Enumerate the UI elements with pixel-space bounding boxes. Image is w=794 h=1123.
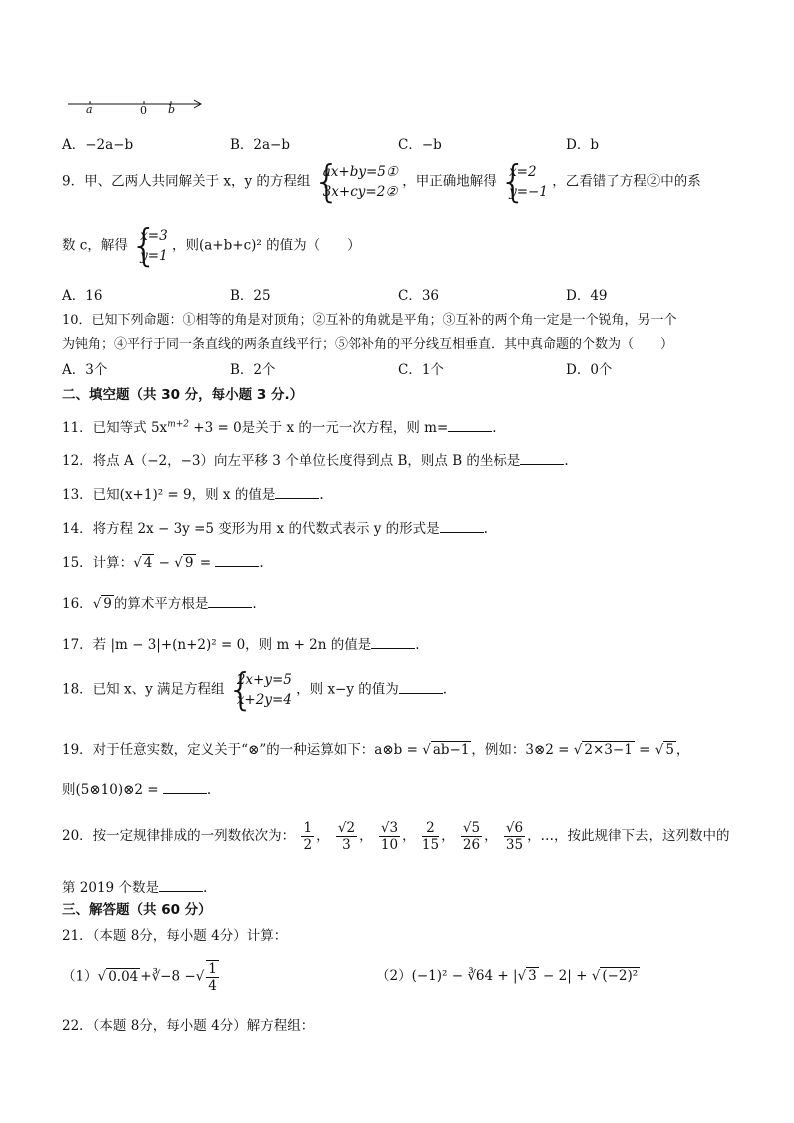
q9-line2 <box>62 226 361 266</box>
q19-radicand-1: ab−1 <box>432 742 470 758</box>
q19-text-2: ，例如：3⊗2 = <box>471 742 574 758</box>
q15-radicand-2: 9 <box>184 555 194 571</box>
q8-option-a[interactable]: A．−2a−b <box>62 137 134 153</box>
q18-text-2: ，则 x−y 的值为 <box>296 681 399 698</box>
q21-part1-fraction: $\frac{1}{4}$ <box>208 961 217 994</box>
q19-radicand-2: 2×3−1 <box>584 742 633 758</box>
q19-text: 19．对于任意实数，定义关于“⊗”的一种运算如下：a⊗b = <box>62 742 423 758</box>
q19-period: . <box>206 782 212 798</box>
q9-prefix: 9．甲、乙两人共同解关于 x，y 的方程组 <box>62 173 311 190</box>
q9-t1: { x=3 <box>140 228 168 244</box>
q21-part2-radicand: 3 <box>528 968 537 984</box>
q9-t2: y=1 <box>140 248 168 264</box>
q21-part2-text: (−1)² − ∛64 + | <box>411 968 518 984</box>
q20-line2 <box>62 876 207 896</box>
q8-option-b[interactable]: B．2a−b <box>230 137 291 153</box>
q18-period: . <box>442 681 448 698</box>
numberline-label-a: a <box>86 103 93 116</box>
q11-exponent: m+2 <box>167 419 189 430</box>
q9-eq1: { ax+by=5① <box>322 164 398 180</box>
q15-text: 15．计算： <box>62 555 134 571</box>
q16-answer-blank[interactable] <box>208 595 252 608</box>
q16: 16．√ 9 的算术平方根是 . <box>62 596 257 612</box>
q11-text-2: +3 = 0是关于 x 的一元一次方程，则 m= <box>189 420 449 436</box>
q22-heading: 22．（本题 8分，每小题 4分）解方程组： <box>62 1018 315 1034</box>
q9-eq2: 3x+cy=2② <box>322 184 398 200</box>
q9-option-b[interactable]: B．25 <box>230 288 271 304</box>
q18-system <box>229 670 292 710</box>
q9-line2-suffix: ，则(a+b+c)² 的值为（ ） <box>171 237 361 254</box>
q21-part1-mid: +∛−8 − <box>140 968 196 985</box>
q18-answer-blank[interactable] <box>399 681 443 694</box>
q10-line1: 10．已知下列命题：①相等的角是对顶角；②互补的角就是平角；③互补的两个角一定是一个锐角，另一个 <box>62 313 677 328</box>
q9-s1: { x=2 <box>509 164 537 180</box>
q18-text: 18．已知 x、y 满足方程组 <box>62 681 225 698</box>
q13-text: 13．已知(x+1)² = 9，则 x 的值是 <box>62 487 276 503</box>
q13-answer-blank[interactable] <box>275 486 319 499</box>
section-3-heading: 三、解答题（共 60 分） <box>62 902 212 918</box>
q11-answer-blank[interactable] <box>448 419 492 432</box>
q17-answer-blank[interactable] <box>371 636 415 649</box>
q9-solution-yi <box>132 226 168 266</box>
q12 <box>62 449 569 469</box>
q14-period: . <box>483 521 488 537</box>
q9-suffix: ，乙看错了方程②中的系 <box>552 173 701 190</box>
q18 <box>62 670 447 710</box>
q20-line2-text: 第 2019 个数是 <box>62 880 159 896</box>
q20-fraction-6: $\frac{√6}{35}$ <box>505 820 524 853</box>
q15-answer-blank[interactable] <box>215 554 259 567</box>
q12-period: . <box>564 453 569 469</box>
q19-equals: = <box>634 742 655 758</box>
q9-mid: ，甲正确地解得 <box>402 173 497 190</box>
q20-fraction-2: $\frac{√2}{3}$ <box>337 820 356 853</box>
q12-text: 12．将点 A（−2，−3）向左平移 3 个单位长度得到点 B，则点 B 的坐标是 <box>62 453 521 469</box>
q19-line2 <box>62 778 211 798</box>
q21-heading: 21．（本题 8分，每小题 4分）计算： <box>62 928 288 944</box>
q9-option-c[interactable]: C．36 <box>398 288 440 304</box>
q19-answer-blank[interactable] <box>163 781 207 794</box>
q11-period: . <box>492 420 497 436</box>
q13-period: . <box>319 487 324 503</box>
q10-option-d[interactable]: D．0个 <box>566 362 613 378</box>
q20-fraction-3: $\frac{√3}{10}$ <box>380 820 399 853</box>
q13 <box>62 483 324 503</box>
q15-minus: − <box>154 555 175 571</box>
q9-line2-prefix: 数 c，解得 <box>62 237 128 254</box>
q15-equals: = <box>195 555 216 571</box>
q21-part1: （1）√ 0.04 +∛−8 −√ $\frac{1}{4}$ <box>62 961 217 994</box>
numberline-label-b: b <box>168 103 176 116</box>
q15-radicand-1: 4 <box>143 555 153 571</box>
q11-text: 11．已知等式 5x <box>62 420 168 436</box>
q8-option-c[interactable]: C．−b <box>398 137 442 153</box>
q10-option-b[interactable]: B．2个 <box>230 362 276 378</box>
numberline-label-0: 0 <box>140 104 147 117</box>
q18-eq1: { 2x+y=5 <box>236 672 292 688</box>
q20-fraction-5: $\frac{√5}{26}$ <box>462 820 481 853</box>
q21-part2-text-2: − 2| + <box>538 968 592 984</box>
q19: 19．对于任意实数，定义关于“⊗”的一种运算如下：a⊗b = √ ab−1 ，例如：3⊗2 = √ 2×3−1 = √ 5 ， <box>62 742 690 758</box>
q9-option-a[interactable]: A．16 <box>62 288 103 304</box>
q20-fraction-4: $\frac{2}{15}$ <box>421 820 440 853</box>
q10-line2: 为钝角；④平行于同一条直线的两条直线平行；⑤邻补角的平分线互相垂直．其中真命题的个数为（ ） <box>62 337 674 352</box>
q17-text: 17．若 |m − 3|+(n+2)² = 0，则 m + 2n 的值是 <box>62 637 372 653</box>
q19-line2-text: 则(5⊗10)⊗2 = <box>62 782 163 798</box>
q16-text: 16． <box>62 596 93 612</box>
q15: 15．计算：√ 4 − √ 9 = . <box>62 555 264 571</box>
q9-option-d[interactable]: D．49 <box>566 288 608 304</box>
q20-text-2: ，…，按此规律下去，这列数中的 <box>527 828 730 844</box>
q15-period: . <box>259 555 264 571</box>
q14-text: 14．将方程 2x − 3y =5 变形为用 x 的代数式表示 y 的形式是 <box>62 521 440 537</box>
q16-period: . <box>252 596 257 612</box>
q14-answer-blank[interactable] <box>440 520 484 533</box>
q19-comma: ， <box>675 742 690 758</box>
q21-part1-label: （1） <box>62 968 98 985</box>
q17 <box>62 633 420 653</box>
q21-part2-label: （2） <box>376 968 412 984</box>
q19-radicand-3: 5 <box>665 742 674 758</box>
q20-period: . <box>202 880 208 896</box>
q10-option-a[interactable]: A．3个 <box>62 362 108 378</box>
q9-s2: y=−1 <box>509 184 548 200</box>
q18-eq2: x+2y=4 <box>236 692 292 708</box>
q21-part2-radicand-2: (−2)² <box>602 968 639 984</box>
q17-period: . <box>415 637 420 653</box>
q14 <box>62 517 488 537</box>
q16-text-2: 的算术平方根是 <box>113 596 209 612</box>
q10-option-c[interactable]: C．1个 <box>398 362 444 378</box>
q9-system <box>315 162 398 202</box>
q8-option-d[interactable]: D．b <box>566 137 599 153</box>
q21-part1-radicand: 0.04 <box>108 968 139 985</box>
q9-solution-jia <box>501 162 548 202</box>
q11 <box>62 416 497 436</box>
q16-radicand: 9 <box>103 596 112 612</box>
q20: 20．按一定规律排成的一列数依次为： $\frac{1}{2}$ ， $\frac{√2}{3}$ ， $\frac{√3}{10}$ ， $\frac{2}{15}$ ， $\frac{√5}{26}$ ， $\frac{√6}{35}$ ，…，按此规律下去，这列数中的 <box>62 820 730 853</box>
q12-answer-blank[interactable] <box>520 452 564 465</box>
q20-answer-blank[interactable] <box>159 879 203 892</box>
section-2-heading: 二、填空题（共 30 分，每小题 3 分.） <box>62 387 304 403</box>
q9-line1 <box>62 162 701 202</box>
q20-text: 20．按一定规律排成的一列数依次为： <box>62 828 296 844</box>
q20-fraction-1: $\frac{1}{2}$ <box>303 820 313 853</box>
q21-part2: （2）(−1)² − ∛64 + |√ 3 − 2| + √ (−2)² <box>376 968 639 984</box>
